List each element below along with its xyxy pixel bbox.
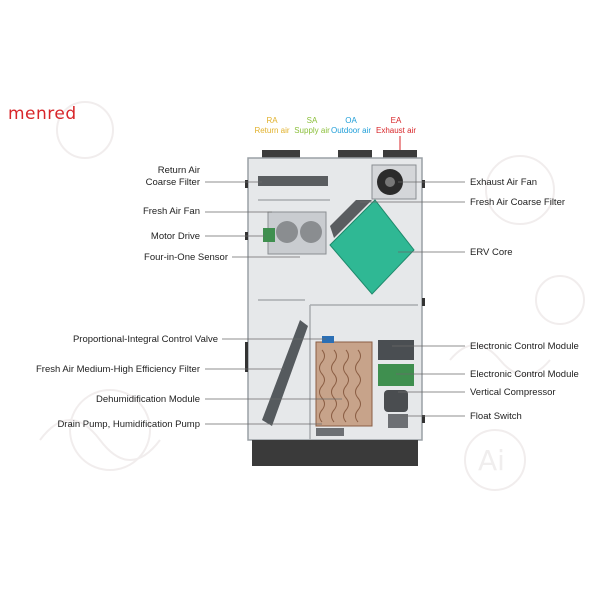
legend-label: Supply air [294,126,330,135]
legend-label: Exhaust air [375,126,417,135]
legend-label: Return air [254,126,290,135]
fresh-air-fan-wheel-2 [300,221,322,243]
label-electronic-control-module-2: Electronic Control Module [470,369,579,380]
label-four-in-one-sensor: Four-in-One Sensor [144,252,228,263]
label-erv-core: ERV Core [470,247,513,258]
brand-logo: menred [8,104,77,124]
legend-code: OA [345,116,357,125]
label-drain-pump: Drain Pump, Humidification Pump [57,419,200,430]
motor-drive-board [263,228,275,242]
return-air-coarse-filter [258,176,328,186]
label-float-switch: Float Switch [470,411,522,422]
fresh-air-fan-wheel-1 [276,221,298,243]
label-motor-drive: Motor Drive [150,231,200,242]
drain-pump [316,428,344,436]
electronic-control-module-2 [378,364,414,386]
legend-code: RA [266,116,278,125]
label-fresh-air-mh-filter: Fresh Air Medium-High Efficiency Filter [35,364,200,375]
label-return-air-coarse-filter: Return Air Coarse Filter [145,165,200,188]
electronic-control-module-1 [378,340,414,360]
vertical-compressor [384,390,408,412]
label-exhaust-air-fan: Exhaust Air Fan [470,177,538,188]
pi-control-valve [322,336,334,343]
label-dehumidification-module: Dehumidification Module [95,394,200,405]
svg-text:Ai: Ai [478,444,505,477]
legend-code: SA [306,116,318,125]
label-fresh-air-coarse-filter: Fresh Air Coarse Filter [470,197,566,208]
label-fresh-air-fan: Fresh Air Fan [142,206,200,217]
legend-code: EA [390,116,402,125]
legend-label: Outdoor air [330,126,372,135]
cabinet-base [252,440,418,466]
label-electronic-control-module-1: Electronic Control Module [470,341,579,352]
label-vertical-compressor: Vertical Compressor [470,387,556,398]
label-pi-control-valve: Proportional-Integral Control Valve [72,334,218,345]
